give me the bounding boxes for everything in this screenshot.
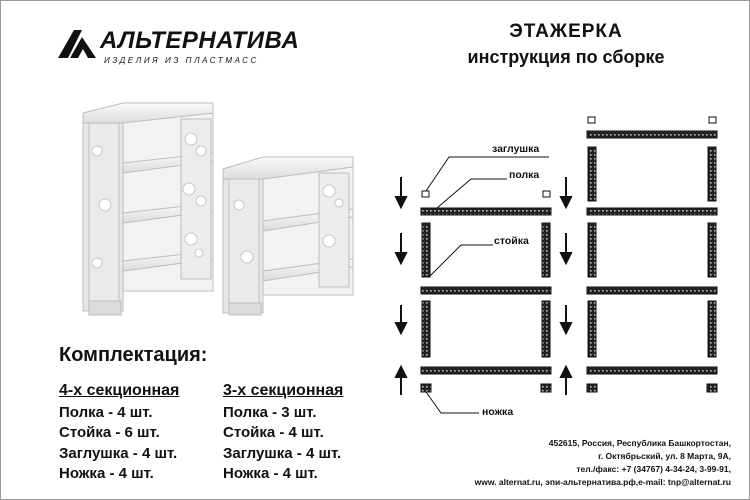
arrow-down-icon [561, 233, 571, 263]
brand-tagline: ИЗДЕЛИЯ ИЗ ПЛАСТМАСС [104, 56, 259, 65]
kit-heading: Комплектация: [59, 344, 208, 366]
list-item: Заглушка - 4 шт. [59, 444, 178, 462]
address-line: г. Октябрьский, ул. 8 Марта, 9А, [598, 451, 731, 461]
page-subtitle: инструкция по сборке [467, 47, 665, 67]
arrow-down-icon [396, 177, 406, 207]
three-section-title: 3-х секционная [223, 382, 344, 399]
label-cap: заглушка [492, 143, 540, 155]
page-title: ЭТАЖЕРКА [509, 21, 623, 42]
label-shelf: полка [509, 169, 540, 181]
list-item: Стойка - 6 шт. [59, 424, 160, 441]
list-item: Ножка - 4 шт. [59, 465, 154, 482]
four-section-shelf-photo [83, 103, 213, 315]
list-item: Стойка - 4 шт. [223, 424, 324, 441]
label-foot: ножка [482, 406, 514, 418]
brand-name: АЛЬТЕРНАТИВА [100, 27, 300, 54]
arrow-down-icon [396, 305, 406, 333]
four-section-title: 4-х секционная [59, 382, 180, 399]
contact-info [475, 437, 731, 489]
address-line: 452615, Россия, Республика Башкортостан, [548, 438, 731, 448]
list-item: Заглушка - 4 шт. [223, 444, 342, 462]
arrow-down-icon [561, 177, 571, 207]
arrow-down-icon [396, 233, 406, 263]
list-item: Полка - 4 шт. [59, 403, 153, 421]
list-item: Полка - 3 шт. [223, 403, 317, 421]
four-section-assembly-diagram [587, 117, 717, 392]
label-leaders [426, 157, 549, 413]
label-post: стойка [494, 235, 529, 247]
arrow-down-icon [561, 305, 571, 333]
three-section-kit [223, 381, 343, 485]
three-section-shelf-photo [223, 157, 353, 315]
three-section-assembly-diagram [421, 191, 551, 392]
list-item: Ножка - 4 шт. [223, 465, 318, 482]
arrow-up-icon [561, 367, 571, 395]
web-line: www. alternat.ru, эпи-альтернатива.рф,e-mail: tnp@alternat.ru [474, 477, 731, 487]
four-section-kit [59, 381, 179, 485]
arrow-up-icon [396, 367, 406, 395]
phone-line: тел./факс: +7 (34767) 4-34-24, 3-99-91, [576, 464, 731, 474]
